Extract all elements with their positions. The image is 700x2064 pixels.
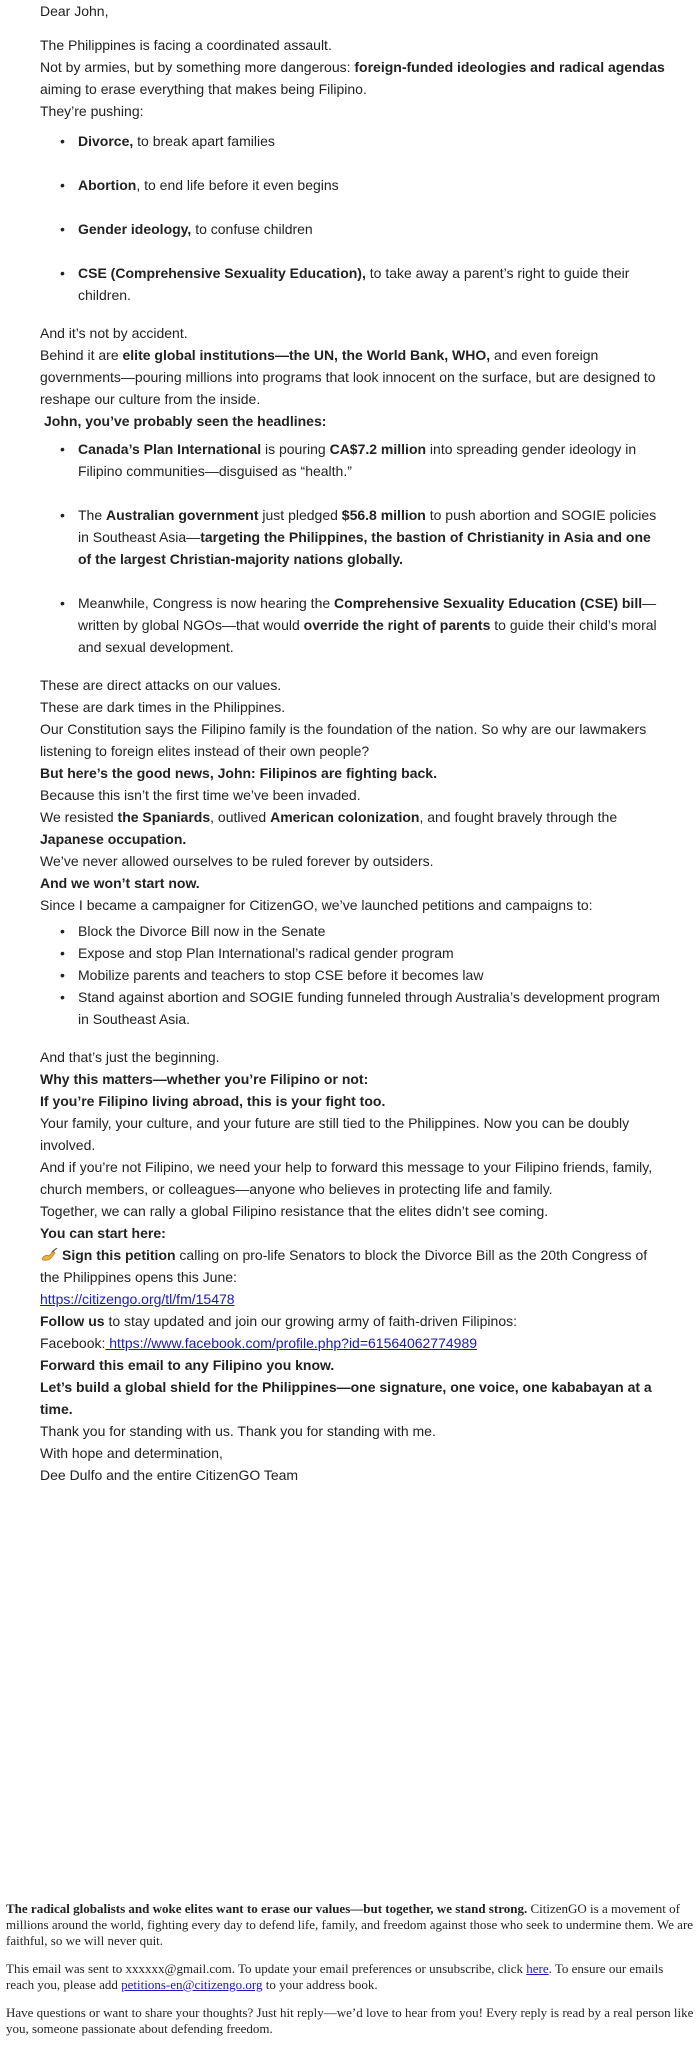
campaigns-list — [40, 920, 665, 1030]
list-item: • Canada’s Plan International is pouring CA$7.2 million into spreading gender ideology in Filipino communities—disguised as “health.” — [40, 438, 665, 482]
intro-paragraph: The Philippines is facing a coordinated assault. — [40, 37, 332, 53]
family-paragraph: Your family, your culture, and your future are still tied to the Philippines. Now you can be doubly involved. — [40, 1115, 630, 1153]
petition-paragraph: Sign this petition calling on pro-life Senators to block the Divorce Bill as the 20th Congress of the Philippines opens this June: — [40, 1247, 648, 1285]
campaigns-intro: Since I became a campaigner for CitizenGO, we’ve launched petitions and campaigns to: — [40, 897, 593, 913]
email-footer — [6, 1901, 694, 2049]
not-accident-paragraph: And it’s not by accident. — [40, 325, 188, 341]
unsubscribe-link[interactable]: here — [526, 1961, 549, 1976]
pushing-list — [40, 130, 665, 306]
list-item: • Mobilize parents and teachers to stop CSE before it becomes law — [40, 964, 665, 986]
list-item: • Gender ideology, to confuse children — [40, 218, 665, 240]
good-news-paragraph: But here’s the good news, John: Filipinos are fighting back. — [40, 765, 437, 781]
headlines-heading: John, you’ve probably seen the headlines: — [44, 413, 327, 429]
email-body — [40, 0, 665, 1486]
petitions-email-link[interactable]: petitions-en@citizengo.org — [121, 1977, 263, 1992]
pushing-intro: They’re pushing: — [40, 103, 144, 119]
abroad-heading: If you’re Filipino living abroad, this is your fight too. — [40, 1093, 386, 1109]
beginning-paragraph: And that’s just the beginning. — [40, 1049, 220, 1065]
footer-reply: Have questions or want to share your thoughts? Just hit reply—we’d love to hear from you! Every reply is read by a real person like you, someone passionate about defending freedom. — [6, 2005, 694, 2036]
closing-paragraph: With hope and determination, — [40, 1445, 223, 1461]
list-item: • Abortion, to end life before it even begins — [40, 174, 665, 196]
shield-paragraph: Let’s build a global shield for the Philippines—one signature, one voice, one kababayan at a time. — [40, 1379, 652, 1417]
signature: Dee Dulfo and the entire CitizenGO Team — [40, 1467, 299, 1483]
dark-times-paragraph: These are dark times in the Philippines. — [40, 699, 286, 715]
footer-unsubscribe: This email was sent to xxxxxx@gmail.com. To update your email preferences or unsubscribe, click here. To ensure our emails reach you, please add petitions-en@citizengo.org to your address book. — [6, 1961, 664, 1992]
why-matters-heading: Why this matters—whether you’re Filipino or not: — [40, 1071, 369, 1087]
institutions-paragraph: Behind it are elite global institutions—the UN, the World Bank, WHO, and even foreign governments—pouring millions into programs that look innocent on the surface, but are designed to reshape our culture from the inside. — [40, 347, 656, 407]
list-item: • Block the Divorce Bill now in the Senate — [40, 920, 665, 942]
headlines-list — [40, 438, 665, 658]
list-item: • Stand against abortion and SOGIE funding funneled through Australia’s development program in Southeast Asia. — [40, 986, 665, 1030]
attacks-paragraph: These are direct attacks on our values. — [40, 677, 282, 693]
threat-paragraph: Not by armies, but by something more dangerous: foreign-funded ideologies and radical agendas aiming to erase everything that makes being Filipino. — [40, 59, 665, 97]
rally-paragraph: Together, we can rally a global Filipino resistance that the elites didn’t see coming. — [40, 1203, 549, 1219]
petition-link[interactable]: https://citizengo.org/tl/fm/15478 — [40, 1291, 235, 1307]
constitution-paragraph: Our Constitution says the Filipino family is the foundation of the nation. So why are our lawmakers listening to foreign elites instead of their own people? — [40, 721, 647, 759]
list-item: • Meanwhile, Congress is now hearing the Comprehensive Sexuality Education (CSE) bill—written by global NGOs—that would override the right of parents to guide their child’s moral and sexual development. — [40, 592, 665, 658]
list-item: • The Australian government just pledged $56.8 million to push abortion and SOGIE policies in Southeast Asia—targeting the Philippines, the bastion of Christianity in Asia and one of the largest Christian-majority nations globally. — [40, 504, 665, 570]
outsiders-paragraph: We’ve never allowed ourselves to be ruled forever by outsiders. — [40, 853, 434, 869]
thanks-paragraph: Thank you for standing with us. Thank you for standing with me. — [40, 1423, 436, 1439]
petition-link-paragraph — [40, 1288, 665, 1310]
forward-email-paragraph: Forward this email to any Filipino you know. — [40, 1357, 335, 1373]
writing-hand-icon — [40, 1248, 58, 1262]
list-item: • CSE (Comprehensive Sexuality Education), to take away a parent’s right to guide their children. — [40, 262, 665, 306]
invaded-paragraph: Because this isn’t the first time we’ve been invaded. — [40, 787, 361, 803]
wont-start-paragraph: And we won’t start now. — [40, 875, 200, 891]
start-here-heading: You can start here: — [40, 1225, 166, 1241]
history-paragraph: We resisted the Spaniards, outlived American colonization, and fought bravely through the Japanese occupation. — [40, 809, 618, 847]
forward-help-paragraph: And if you’re not Filipino, we need your help to forward this message to your Filipino friends, family, church members, or colleagues—anyone who believes in protecting life and family. — [40, 1159, 653, 1197]
facebook-link[interactable]: https://www.facebook.com/profile.php?id=61564062774989 — [105, 1335, 478, 1351]
follow-paragraph: Follow us to stay updated and join our growing army of faith-driven Filipinos: Facebook: https://www.facebook.com/profile.php?id=61564062774989 — [40, 1313, 518, 1351]
list-item: • Expose and stop Plan International’s radical gender program — [40, 942, 665, 964]
footer-mission: The radical globalists and woke elites want to erase our values—but together, we stand strong. CitizenGO is a movement of millions around the world, fighting every day to defend life, family, and freedom against those who seek to undermine them. We are faithful, so we will never quit. — [6, 1901, 694, 1948]
greeting: Dear John, — [40, 3, 109, 19]
list-item: • Divorce, to break apart families — [40, 130, 665, 152]
